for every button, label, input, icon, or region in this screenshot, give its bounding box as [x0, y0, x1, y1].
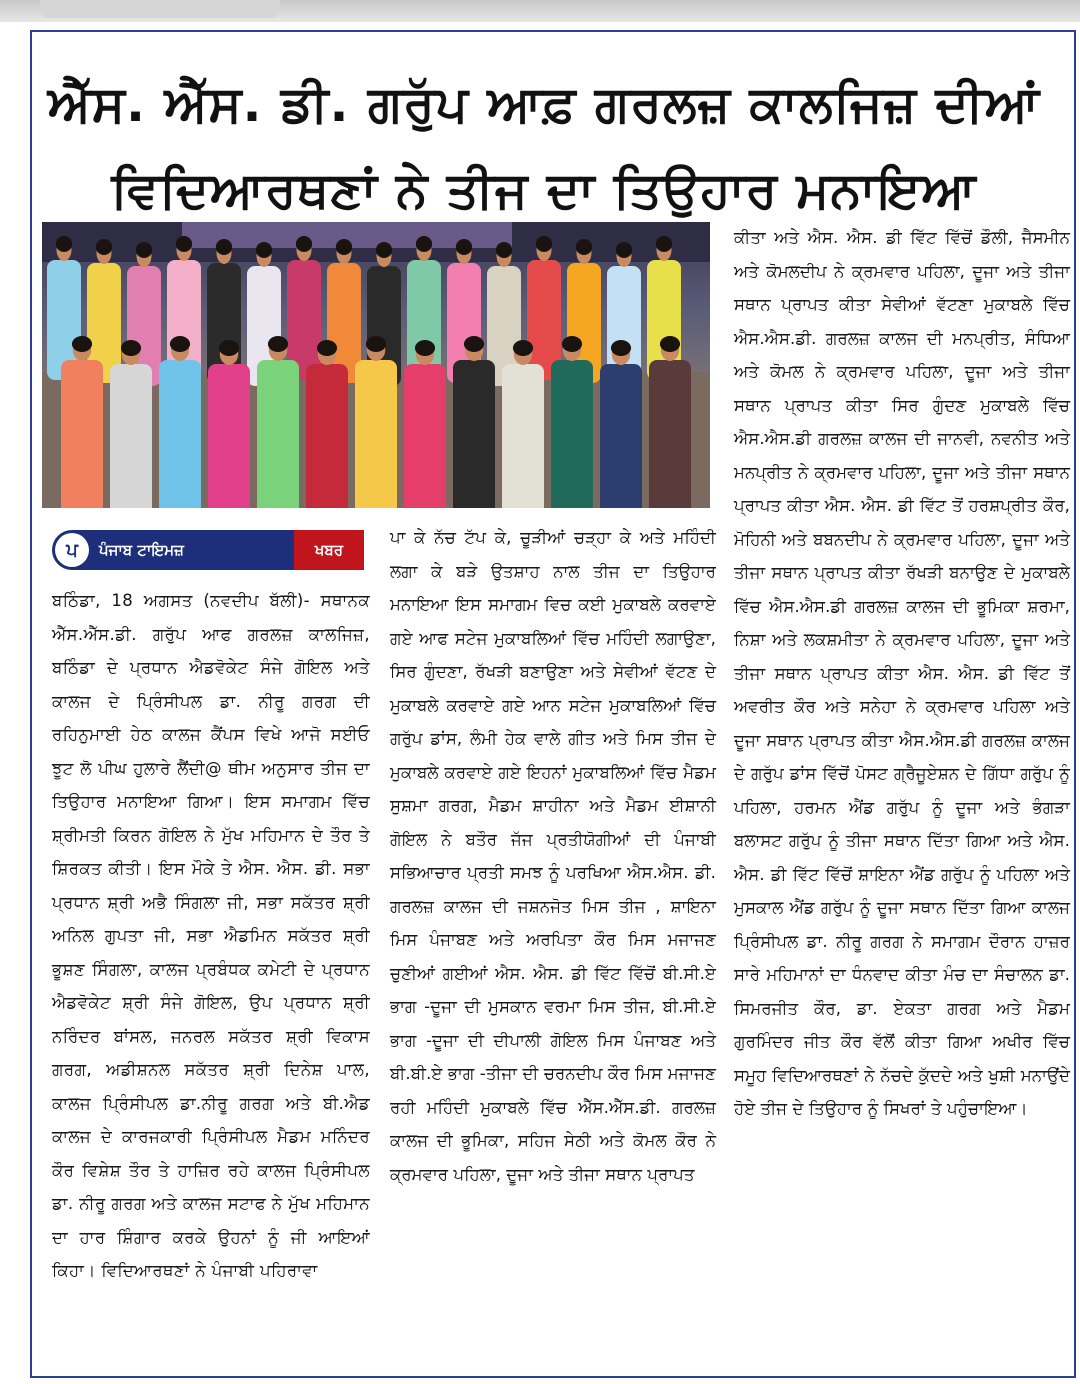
photo-person-front	[502, 340, 544, 508]
photo-person-front	[208, 340, 250, 508]
headline-line-2: ਵਿਦਿਆਰਥਣਾਂ ਨੇ ਤੀਜ ਦਾ ਤਿਉਹਾਰ ਮਨਾਇਆ	[111, 161, 977, 220]
photo-person-front	[306, 340, 348, 508]
article-column-3	[734, 221, 1070, 1126]
logo-main	[52, 530, 294, 570]
logo-name: ਪੰਜਾਬ ਟਾਇਮਜ਼	[99, 541, 184, 559]
photo-person-front	[600, 340, 642, 508]
article-text-col2: ਪਾ ਕੇ ਨੱਚ ਟੱਪ ਕੇ, ਚੂੜੀਆਂ ਚੜ੍ਹਾ ਕੇ ਅਤੇ ਮਹਿੰਦੀ ਲਗਾ ਕੇ ਬੜੇ ਉਤਸ਼ਾਹ ਨਾਲ ਤੀਜ ਦਾ ਤਿਉਹਾਰ ਮਨਾਇਆ ਇਸ ਸਮਾਗਮ ਵਿਚ ਕਈ ਮੁਕਾਬਲੇ ਕਰਵਾਏ ਗਏ ਆਫ ਸਟੇਜ ਮੁਕਾਬਲਿਆਂ ਵਿੱਚ ਮਹਿੰਦੀ ਲਗਾਉਣਾ, ਸਿਰ ਗੁੰਦਣਾ, ਰੱਖੜੀ ਬਣਾਉਣਾ ਅਤੇ ਸੇਵੀਆਂ ਵੱਟਣ ਦੇ ਮੁਕਾਬਲੇ ਕਰਵਾਏ ਗਏ ਆਨ ਸਟੇਜ ਮੁਕਾਬਲਿਆਂ ਵਿੱਚ ਗਰੁੱਪ ਡਾਂਸ, ਲੰਮੀ ਹੇਕ ਵਾਲੇ ਗੀਤ ਅਤੇ ਮਿਸ ਤੀਜ ਦੇ ਮੁਕਾਬਲੇ ਕਰਵਾਏ ਗਏ ਇਹਨਾਂ ਮੁਕਾਬਲਿਆਂ ਵਿੱਚ ਮੈਡਮ ਸੁਸ਼ਮਾ ਗਰਗ, ਮੈਡਮ ਸ਼ਾਹੀਨਾ ਅਤੇ ਮੈਡਮ ਈਸ਼ਾਨੀ ਗੋਇਲ ਨੇ ਬਤੌਰ ਜੱਜ ਪ੍ਰਤੀਯੋਗੀਆਂ ਦੀ ਪੰਜਾਬੀ ਸਭਿਆਚਾਰ ਪ੍ਰਤੀ ਸਮਝ ਨੂੰ ਪਰਖਿਆ ਐਸ.ਐਸ. ਡੀ. ਗਰਲਜ਼ ਕਾਲਜ ਦੀ ਜਸ਼ਨਜੋਤ ਮਿਸ ਤੀਜ , ਸ਼ਾਇਨਾ ਮਿਸ ਪੰਜਾਬਣ ਅਤੇ ਅਰਪਿਤਾ ਕੌਰ ਮਿਸ ਮਜਾਜਣ ਚੁਣੀਆਂ ਗਈਆਂ ਐਸ. ਐਸ. ਡੀ ਵਿੱਟ ਵਿੱਚੋਂ ਬੀ.ਸੀ.ਏ ਭਾਗ -ਦੂਜਾ ਦੀ ਮੁਸਕਾਨ ਵਰਮਾ ਮਿਸ ਤੀਜ, ਬੀ.ਸੀ.ਏ ਭਾਗ -ਦੂਜਾ ਦੀ ਦੀਪਾਲੀ ਗੋਇਲ ਮਿਸ ਪੰਜਾਬਣ ਅਤੇ ਬੀ.ਬੀ.ਏ ਭਾਗ -ਤੀਜਾ ਦੀ ਚਰਨਦੀਪ ਕੌਰ ਮਿਸ ਮਜਾਜਣ ਰਹੀ ਮਹਿੰਦੀ ਮੁਕਾਬਲੇ ਵਿੱਚ ਐੱਸ.ਐੱਸ.ਡੀ. ਗਰਲਜ਼ ਕਾਲਜ ਦੀ ਭੂਮਿਕਾ, ਸਹਿਜ ਸੇਠੀ ਅਤੇ ਕੋਮਲ ਕੌਰ ਨੇ ਕ੍ਰਮਵਾਰ ਪਹਿਲਾ, ਦੂਜਾ ਅਤੇ ਤੀਜਾ ਸਥਾਨ ਪ੍ਰਾਪਤ	[390, 528, 716, 1184]
photo-person-front	[159, 336, 201, 508]
photo-person-front	[257, 336, 299, 508]
article-text-col1: ਬਠਿੰਡਾ, 18 ਅਗਸਤ (ਨਵਦੀਪ ਬੱਲੀ)- ਸਥਾਨਕ ਐੱਸ.ਐੱਸ.ਡੀ. ਗਰੁੱਪ ਆਫ ਗਰਲਜ਼ ਕਾਲਜਿਜ਼, ਬਠਿੰਡਾ ਦੇ ਪ੍ਰਧਾਨ ਐਡਵੋਕੇਟ ਸੰਜੇ ਗੋਇਲ ਅਤੇ ਕਾਲਜ ਦੇ ਪ੍ਰਿੰਸੀਪਲ ਡਾ. ਨੀਰੂ ਗਰਗ ਦੀ ਰਹਿਨੁਮਾਈ ਹੇਠ ਕਾਲਜ ਕੈਂਪਸ ਵਿਖੇ ਆਜੋ ਸਈਓ ਝੂਟ ਲੋ ਪੀਘ ਹੁਲਾਰੇ ਲੈਂਦੀ@ ਥੀਮ ਅਨੁਸਾਰ ਤੀਜ ਦਾ ਤਿਉਹਾਰ ਮਨਾਇਆ ਗਿਆ। ਇਸ ਸਮਾਗਮ ਵਿੱਚ ਸ਼੍ਰੀਮਤੀ ਕਿਰਨ ਗੋਇਲ ਨੇ ਮੁੱਖ ਮਹਿਮਾਨ ਦੇ ਤੌਰ ਤੇ ਸ਼ਿਰਕਤ ਕੀਤੀ। ਇਸ ਮੌਕੇ ਤੇ ਐਸ. ਐਸ. ਡੀ. ਸਭਾ ਪ੍ਰਧਾਨ ਸ਼੍ਰੀ ਅਭੈ ਸਿੰਗਲਾ ਜੀ, ਸਭਾ ਸਕੱਤਰ ਸ਼੍ਰੀ ਅਨਿਲ ਗੁਪਤਾ ਜੀ, ਸਭਾ ਐਡਮਿਨ ਸਕੱਤਰ ਸ਼੍ਰੀ ਭੂਸ਼ਣ ਸਿੰਗਲਾ, ਕਾਲਜ ਪ੍ਰਬੰਧਕ ਕਮੇਟੀ ਦੇ ਪ੍ਰਧਾਨ ਐਡਵੋਕੇਟ ਸ਼੍ਰੀ ਸੰਜੇ ਗੋਇਲ, ਉਪ ਪ੍ਰਧਾਨ ਸ਼੍ਰੀ ਨਰਿੰਦਰ ਬਾਂਸਲ, ਜਨਰਲ ਸਕੱਤਰ ਸ਼੍ਰੀ ਵਿਕਾਸ ਗਰਗ, ਅਡੀਸ਼ਨਲ ਸਕੱਤਰ ਸ਼੍ਰੀ ਦਿਨੇਸ਼ ਪਾਲ, ਕਾਲਜ ਪ੍ਰਿੰਸੀਪਲ ਡਾ.ਨੀਰੂ ਗਰਗ ਅਤੇ ਬੀ.ਐਡ ਕਾਲਜ ਦੇ ਕਾਰਜਕਾਰੀ ਪ੍ਰਿੰਸੀਪਲ ਮੈਡਮ ਮਨਿੰਦਰ ਕੌਰ ਵਿਸ਼ੇਸ਼ ਤੌਰ ਤੇ ਹਾਜ਼ਿਰ ਰਹੇ ਕਾਲਜ ਪ੍ਰਿੰਸੀਪਲ ਡਾ. ਨੀਰੂ ਗਰਗ ਅਤੇ ਕਾਲਜ ਸਟਾਫ ਨੇ ਮੁੱਖ ਮਹਿਮਾਨ ਦਾ ਹਾਰ ਸ਼ਿੰਗਾਰ ਕਰਕੇ ਉਹਨਾਂ ਨੂੰ ਜੀ ਆਇਆਂ ਕਿਹਾ। ਵਿਦਿਆਰਥਣਾਂ ਨੇ ਪੰਜਾਬੀ ਪਹਿਰਾਵਾ	[52, 591, 370, 1280]
top-edge-shade	[40, 0, 280, 18]
logo-tag: ਖਬਰ	[294, 530, 364, 570]
photo-person-front	[110, 340, 152, 508]
article-column-1	[52, 584, 370, 1288]
headline-line-1: ਐੱਸ. ਐੱਸ. ਡੀ. ਗਰੁੱਪ ਆਫ਼ ਗਰਲਜ਼ ਕਾਲਜਿਜ਼ ਦੀਆਂ	[47, 75, 1041, 134]
photo-person-front	[551, 336, 593, 508]
photo-person-front	[404, 340, 446, 508]
article-text-col3: ਕੀਤਾ ਅਤੇ ਐਸ. ਐਸ. ਡੀ ਵਿੱਟ ਵਿੱਚੋਂ ਡੌਲੀ, ਜੈਸਮੀਨ ਅਤੇ ਕੋਮਲਦੀਪ ਨੇ ਕ੍ਰਮਵਾਰ ਪਹਿਲਾ, ਦੂਜਾ ਅਤੇ ਤੀਜਾ ਸਥਾਨ ਪ੍ਰਾਪਤ ਕੀਤਾ ਸੇਵੀਆਂ ਵੱਟਣਾ ਮੁਕਾਬਲੇ ਵਿੱਚ ਐਸ.ਐਸ.ਡੀ. ਗਰਲਜ਼ ਕਾਲਜ ਦੀ ਮਨਪ੍ਰੀਤ, ਸੰਧਿਆ ਅਤੇ ਕੋਮਲ ਨੇ ਕ੍ਰਮਵਾਰ ਪਹਿਲਾ, ਦੂਜਾ ਅਤੇ ਤੀਜਾ ਸਥਾਨ ਪ੍ਰਾਪਤ ਕੀਤਾ ਸਿਰ ਗੁੰਦਣ ਮੁਕਾਬਲੇ ਵਿੱਚ ਐਸ.ਐਸ.ਡੀ ਗਰਲਜ਼ ਕਾਲਜ ਦੀ ਜਾਨਵੀ, ਨਵਨੀਤ ਅਤੇ ਮਨਪ੍ਰੀਤ ਨੇ ਕ੍ਰਮਵਾਰ ਪਹਿਲਾ, ਦੂਜਾ ਅਤੇ ਤੀਜਾ ਸਥਾਨ ਪ੍ਰਾਪਤ ਕੀਤਾ ਐਸ. ਐਸ. ਡੀ ਵਿੱਟ ਤੋਂ ਹਰਸ਼ਪ੍ਰੀਤ ਕੌਰ, ਮੋਹਿਨੀ ਅਤੇ ਬਬਨਦੀਪ ਨੇ ਕ੍ਰਮਵਾਰ ਪਹਿਲਾ, ਦੂਜਾ ਅਤੇ ਤੀਜਾ ਸਥਾਨ ਪ੍ਰਾਪਤ ਕੀਤਾ ਰੱਖੜੀ ਬਨਾਉਣ ਦੇ ਮੁਕਾਬਲੇ ਵਿੱਚ ਐਸ.ਐਸ.ਡੀ ਗਰਲਜ਼ ਕਾਲਜ ਦੀ ਭੂਮਿਕਾ ਸ਼ਰਮਾ, ਨਿਸ਼ਾ ਅਤੇ ਲਕਸ਼ਮੀਤਾ ਨੇ ਕ੍ਰਮਵਾਰ ਪਹਿਲਾ, ਦੂਜਾ ਅਤੇ ਤੀਜਾ ਸਥਾਨ ਪ੍ਰਾਪਤ ਕੀਤਾ ਐਸ. ਐਸ. ਡੀ ਵਿੱਟ ਤੋਂ ਅਵਰੀਤ ਕੌਰ ਅਤੇ ਸਨੇਹਾ ਨੇ ਕ੍ਰਮਵਾਰ ਪਹਿਲਾ ਅਤੇ ਦੂਜਾ ਸਥਾਨ ਪ੍ਰਾਪਤ ਕੀਤਾ ਐਸ.ਐਸ.ਡੀ ਗਰਲਜ਼ ਕਾਲਜ ਦੇ ਗਰੁੱਪ ਡਾਂਸ ਵਿੱਚੋਂ ਪੋਸਟ ਗ੍ਰੈਜੂਏਸ਼ਨ ਦੇ ਗਿੱਧਾ ਗਰੁੱਪ ਨੂੰ ਪਹਿਲਾ, ਹਰਮਨ ਐਂਡ ਗਰੁੱਪ ਨੂੰ ਦੂਜਾ ਅਤੇ ਭੰਗੜਾ ਬਲਾਸਟ ਗਰੁੱਪ ਨੂੰ ਤੀਜਾ ਸਥਾਨ ਦਿੱਤਾ ਗਿਆ ਅਤੇ ਐਸ. ਐਸ. ਡੀ ਵਿੱਟ ਵਿੱਚੋਂ ਸ਼ਾਇਨਾ ਐਂਡ ਗਰੁੱਪ ਨੂੰ ਪਹਿਲਾ ਅਤੇ ਮੁਸਕਾਲ ਐਂਡ ਗਰੁੱਪ ਨੂੰ ਦੂਜਾ ਸਥਾਨ ਦਿੱਤਾ ਗਿਆ ਕਾਲਜ ਪ੍ਰਿੰਸੀਪਲ ਡਾ. ਨੀਰੂ ਗਰਗ ਨੇ ਸਮਾਗਮ ਦੌਰਾਨ ਹਾਜ਼ਰ ਸਾਰੇ ਮਹਿਮਾਨਾਂ ਦਾ ਧੰਨਵਾਦ ਕੀਤਾ ਮੰਚ ਦਾ ਸੰਚਾਲਨ ਡਾ. ਸਿਮਰਜੀਤ ਕੌਰ, ਡਾ. ਏਕਤਾ ਗਰਗ ਅਤੇ ਮੈਡਮ ਗੁਰਮਿੰਦਰ ਜੀਤ ਕੌਰ ਵੱਲੋਂ ਕੀਤਾ ਗਿਆ ਅਖੀਰ ਵਿੱਚ ਸਮੂਹ ਵਿਦਿਆਰਥਣਾਂ ਨੇ ਨੱਚਦੇ ਕੁੱਦਦੇ ਅਤੇ ਖੁਸ਼ੀ ਮਨਾਉਂਦੇ ਹੋਏ ਤੀਜ ਦੇ ਤਿਉਹਾਰ ਨੂੰ ਸਿਖਰਾਂ ਤੇ ਪਹੁੰਚਾਇਆ।	[734, 228, 1070, 1118]
group-photo-illustration	[42, 222, 710, 508]
photo-person-front	[453, 336, 495, 508]
photo-person-front	[355, 336, 397, 508]
photo-person-front	[649, 336, 691, 508]
group-photo	[42, 222, 710, 508]
punjab-times-logo	[52, 530, 364, 570]
photo-person-front	[61, 336, 103, 508]
top-edge-strip	[0, 0, 1080, 22]
logo-emblem-icon: ਪ	[55, 533, 89, 567]
headline	[44, 61, 1044, 220]
article-column-2	[390, 521, 716, 1191]
